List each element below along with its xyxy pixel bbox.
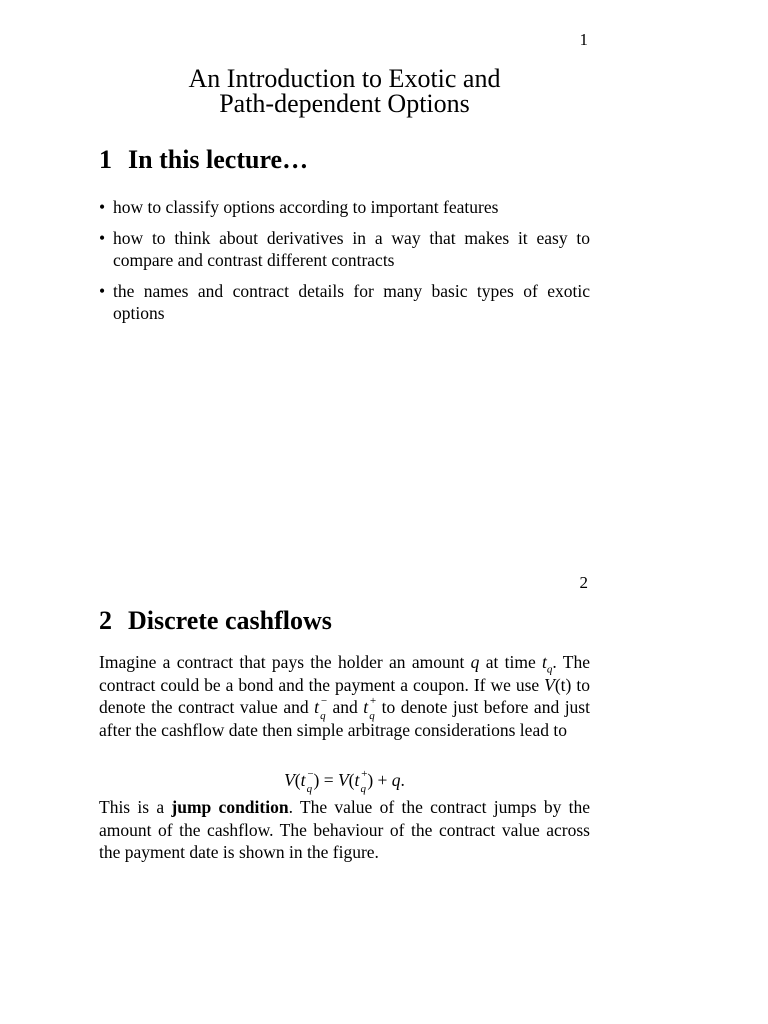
math-V: V (544, 674, 555, 695)
text: to denote just before and just after the cashflow date then simple arbitrage considerations lead to (99, 697, 590, 741)
math-q: q (470, 652, 480, 672)
document-title (99, 66, 590, 116)
math-tq-plus: t + q (363, 695, 377, 723)
list-item-text: how to think about derivatives in a way that makes it easy to compare and contrast different contracts (113, 228, 590, 270)
paragraph-intro (99, 651, 590, 742)
bullet-icon: • (99, 228, 106, 248)
text: . The value of the contract jumps by the amount of the cashflow. The behaviour of the contract value across the payment date is shown in the figure. (99, 797, 590, 863)
title-line-1: An Introduction to Exotic and (188, 64, 501, 93)
text: . The contract could be a bond and the payment a coupon. If we use (99, 652, 590, 695)
paragraph-jump-condition (99, 796, 590, 864)
list-item (99, 280, 590, 324)
text: This is a (99, 797, 172, 817)
section-title: In this lecture… (128, 145, 309, 174)
page-number: 1 (579, 30, 588, 49)
math-tq: $t_q$ (542, 652, 553, 676)
list-item-text: how to classify options according to important features (113, 197, 499, 217)
bullet-icon: • (99, 281, 106, 301)
math-tq-minus: t − q (314, 695, 328, 723)
math-paren-t: (t) (554, 674, 572, 695)
list-item (99, 196, 590, 218)
section-heading-2 (99, 606, 332, 636)
bullet-icon: • (99, 197, 106, 217)
jump-equation: V(t − q ) = V(t + q ) + q. (284, 768, 405, 795)
bullet-list (99, 196, 590, 333)
text: to denote the contract value and (99, 674, 590, 718)
section-heading-1 (99, 145, 308, 175)
list-item-text: the names and contract details for many basic types of exotic options (113, 281, 590, 323)
page-number-2: 2 (579, 573, 588, 592)
text: at time (479, 652, 543, 672)
text: and (326, 697, 364, 718)
text: Imagine a contract that pays the holder an amount (99, 652, 471, 672)
section-number: 1 (99, 145, 112, 174)
bold-term: jump condition (171, 797, 289, 817)
section-number: 2 (99, 606, 112, 635)
list-item (99, 227, 590, 271)
section-title: Discrete cashflows (128, 606, 332, 635)
title-line-2: Path-dependent Options (219, 89, 470, 118)
